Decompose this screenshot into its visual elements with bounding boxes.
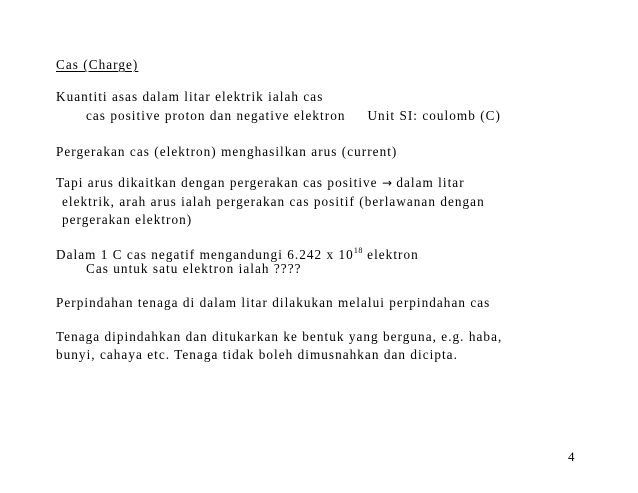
coulomb-text-prefix: Dalam 1 C cas negatif mengandungi 6.242 x 10 — [56, 247, 354, 262]
coulomb-line — [56, 243, 419, 263]
current-direction-line-2: elektrik, arah arus ialah pergerakan cas positif (berlawanan dengan — [62, 194, 485, 209]
charge-types-text: cas positive proton dan negative elektron — [86, 108, 346, 123]
charge-types-line — [86, 108, 501, 124]
movement-line: Pergerakan cas (elektron) menghasilkan arus (current) — [56, 144, 398, 159]
unit-text: Unit SI: coulomb (C) — [367, 108, 501, 123]
current-direction-line-3: pergerakan elektron) — [62, 212, 193, 227]
coulomb-text-suffix: elektron — [362, 247, 419, 262]
definition-line: Kuantiti asas dalam litar elektrik ialah cas — [56, 89, 324, 104]
energy-transfer-line: Perpindahan tenaga di dalam litar dilakukan melalui perpindahan cas — [56, 295, 491, 310]
current-direction-text-a: Tapi arus dikaitkan dengan pergerakan cas positive — [56, 175, 382, 190]
energy-conversion-line-2: bunyi, cahaya etc. Tenaga tidak boleh dimusnahkan dan dicipta. — [56, 347, 458, 362]
current-direction-text-b: dalam litar — [392, 175, 465, 190]
current-direction-line-1 — [56, 175, 465, 191]
exponent: 18 — [353, 246, 363, 255]
page-number: 4 — [568, 449, 575, 464]
slide-title: Cas (Charge) — [56, 57, 139, 72]
energy-conversion-line-1: Tenaga dipindahkan dan ditukarkan ke bentuk yang berguna, e.g. haba, — [56, 329, 503, 344]
electron-charge-question: Cas untuk satu elektron ialah ???? — [86, 261, 302, 276]
right-arrow-icon: → — [381, 176, 392, 190]
